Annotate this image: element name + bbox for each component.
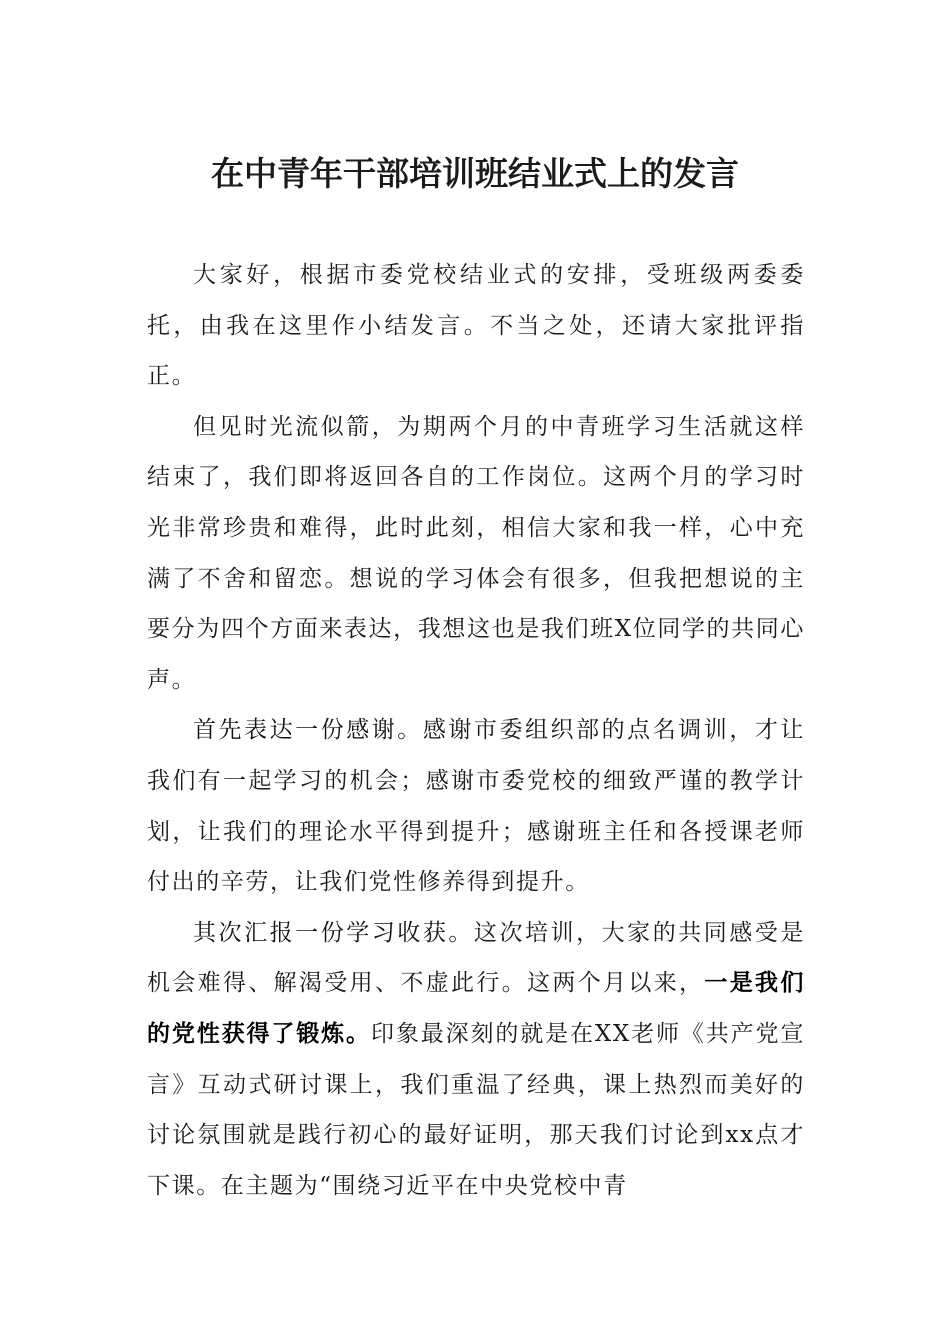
paragraph-lead: 首先表达一份感谢。 — [193, 717, 423, 744]
paragraph-text: 印象最深刻的就是在XX老师《共产党宣言》互动式研讨课上，我们重温了经典，课上热烈而美好的讨论氛围就是践行初心的最好证明，那天我们讨论到xx点才下课。在主题为“围绕习近平在中央党校中青 — [147, 1020, 805, 1199]
paragraph-gratitude — [147, 705, 805, 907]
document-title: 在中青年干部培训班结业式上的发言 — [211, 154, 739, 193]
paragraph-text: 感谢市委组织部的点名调训，才让我们有一起学习的机会；感谢市委党校的细致严谨的教学计划，让我们的理论水平得到提升；感谢班主任和各授课老师付出的辛劳，让我们党性修养得到提升。 — [147, 717, 806, 896]
paragraph-greeting — [147, 250, 805, 402]
paragraph-time-passing — [147, 402, 805, 706]
paragraph-text: 大家好，根据市委党校结业式的安排，受班级两委委托，由我在这里作小结发言。不当之处，还请大家批评指正。 — [147, 262, 805, 390]
paragraph-text: 这次培训，大家的共同感受是机会难得、解渴受用、不虚此行。这两个月以来， — [147, 919, 805, 997]
paragraph-emphasis: 一是我们的党性获得了锻炼。 — [147, 970, 805, 1047]
paragraph-learning-gains — [147, 908, 805, 1212]
document-body — [147, 250, 805, 1211]
paragraph-text: 但见时光流似箭，为期两个月的中青班学习生活就这样结束了，我们即将返回各自的工作岗位。这两个月的学习时光非常珍贵和难得，此时此刻，相信大家和我一样，心中充满了不舍和留恋。想说的学习体会有很多，但我把想说的主要分为四个方面来表达，我想这也是我们班X位同学的共同心声。 — [147, 413, 805, 693]
paragraph-lead: 其次汇报一份学习收获。 — [193, 919, 474, 946]
